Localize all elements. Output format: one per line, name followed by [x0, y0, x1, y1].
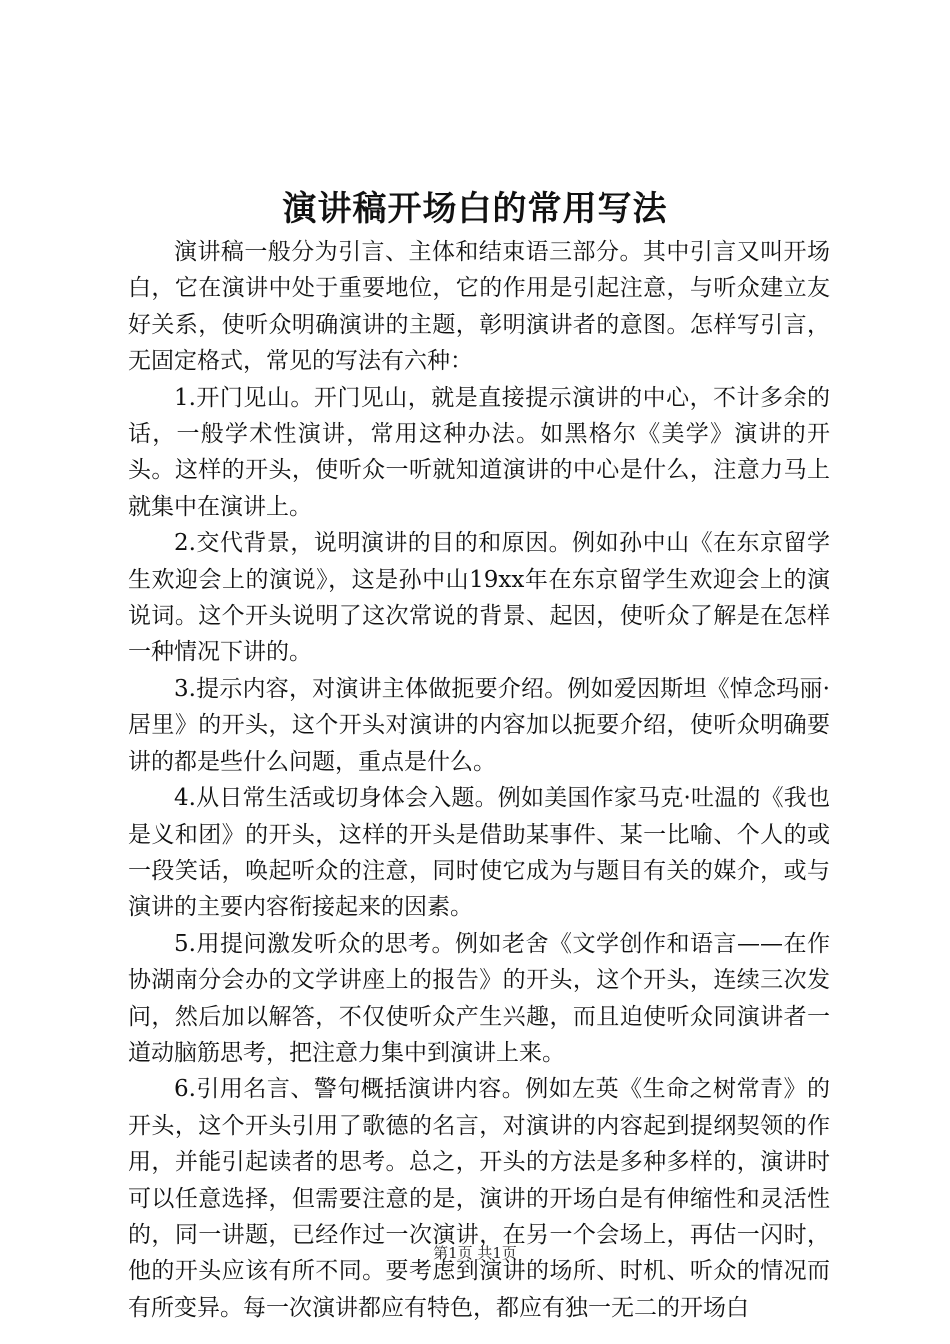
paragraph-2: 2.交代背景，说明演讲的目的和原因。例如孙中山《在东京留学生欢迎会上的演说》，这是孙中山19xx年在东京留学生欢迎会上的演说词。这个开头说明了这次常说的背景、起因，使听众了解是在怎样一种情况下讲的。	[128, 530, 830, 666]
document-body	[128, 234, 830, 1326]
paragraph-5: 5.用提问激发听众的思考。例如老舍《文学创作和语言——在作协湖南分会办的文学讲座上的报告》的开头，这个开头，连续三次发问，然后加以解答，不仅使听众产生兴趣，而且迫使听众同演讲者一道动脑筋思考，把注意力集中到演讲上来。	[128, 930, 830, 1066]
paragraph-3: 3.提示内容，对演讲主体做扼要介绍。例如爱因斯坦《悼念玛丽·居里》的开头，这个开头对演讲的内容加以扼要介绍，使听众明确要讲的都是些什么问题，重点是什么。	[128, 675, 830, 775]
paragraph-1: 1.开门见山。开门见山，就是直接提示演讲的中心，不计多余的话，一般学术性演讲，常用这种办法。如黑格尔《美学》演讲的开头。这样的开头，使听众一听就知道演讲的中心是什么，注意力马上就集中在演讲上。	[128, 384, 830, 520]
paragraph-6: 6.引用名言、警句概括演讲内容。例如左英《生命之树常青》的开头，这个开头引用了歌德的名言，对演讲的内容起到提纲契领的作用，并能引起读者的思考。总之，开头的方法是多种多样的，演讲时可以任意选择，但需要注意的是，演讲的开场白是有伸缩性和灵活性的，同一讲题，已经作过一次演讲，在另一个会场上，再估一闪时，他的开头应该有所不同。要考虑到演讲的场所、时机、听众的情况而有所变异。每一次演讲都应有特色，都应有独一无二的开场白	[128, 1076, 830, 1321]
page-title: 演讲稿开场白的常用写法	[282, 189, 668, 229]
page-footer: 第1页 共1页	[433, 1244, 517, 1262]
paragraph-intro: 演讲稿一般分为引言、主体和结束语三部分。其中引言又叫开场白，它在演讲中处于重要地位，它的作用是引起注意，与听众建立友好关系，使听众明确演讲的主题，彰明演讲者的意图。怎样写引言，无固定格式，常见的写法有六种：	[128, 239, 830, 375]
paragraph-4: 4.从日常生活或切身体会入题。例如美国作家马克·吐温的《我也是义和团》的开头，这样的开头是借助某事件、某一比喻、个人的或一段笑话，唤起听众的注意，同时使它成为与题目有关的媒介，或与演讲的主要内容衔接起来的因素。	[128, 785, 830, 921]
